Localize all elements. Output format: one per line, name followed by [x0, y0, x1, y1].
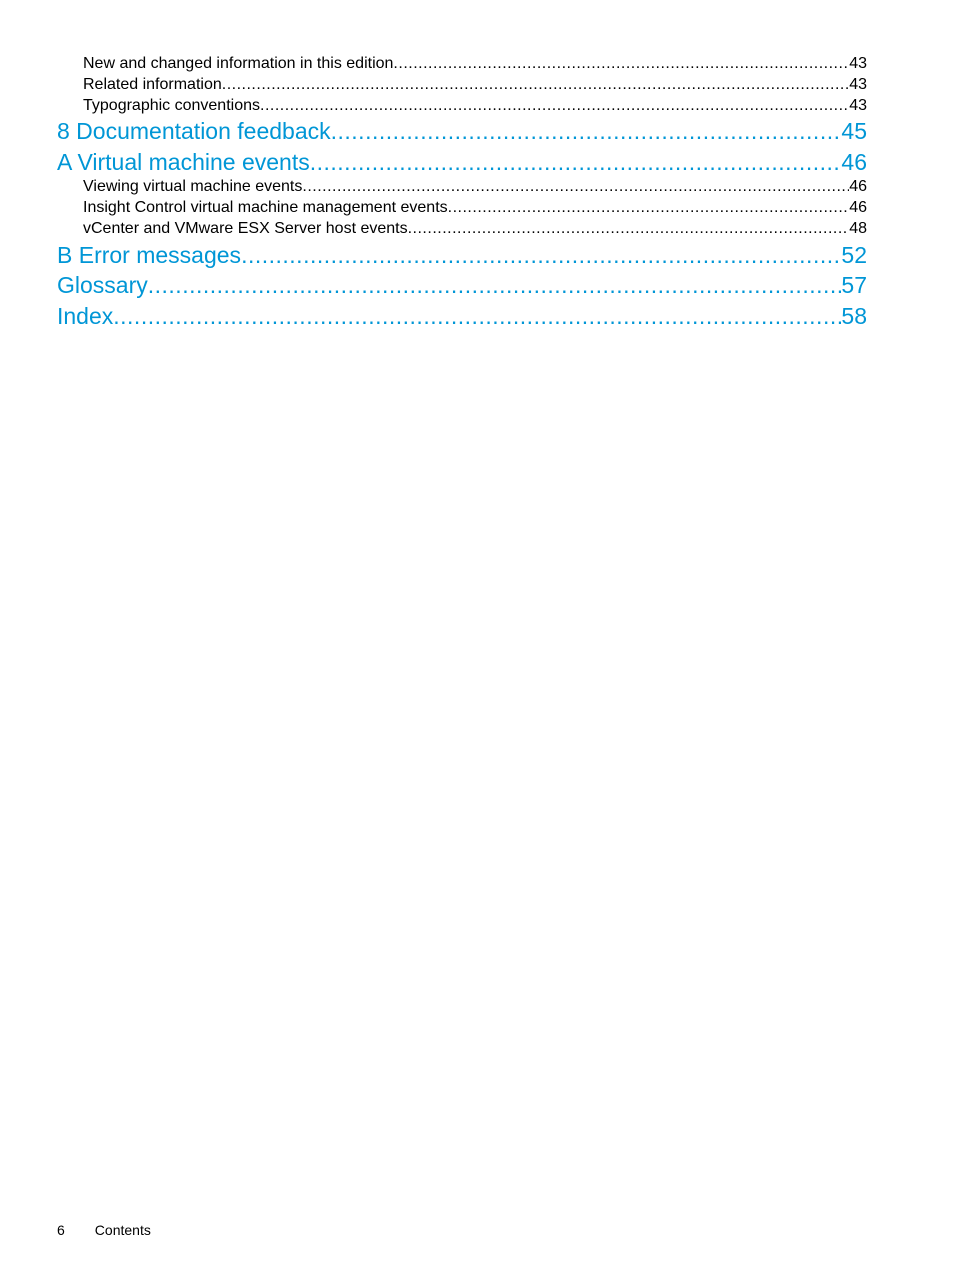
toc-entry-page: 48 — [849, 219, 867, 237]
toc-entry-page: 57 — [841, 272, 867, 299]
toc-dot-leader — [260, 96, 849, 117]
toc-dot-leader — [222, 75, 849, 96]
footer-page-number: 6 — [57, 1222, 65, 1238]
toc-entry-vcenter-esx-events[interactable] — [57, 219, 867, 240]
toc-dot-leader — [408, 219, 850, 240]
toc-entry-viewing-vm-events[interactable] — [57, 177, 867, 198]
toc-entry-page: 46 — [849, 199, 867, 217]
toc-entry-label: A Virtual machine events — [57, 148, 310, 175]
toc-entry-page: 45 — [841, 118, 867, 145]
toc-entry-page: 43 — [849, 75, 867, 93]
footer-section-title: Contents — [94, 1222, 151, 1238]
table-of-contents — [57, 54, 867, 331]
toc-entry-page: 46 — [849, 178, 867, 196]
toc-entry-label: Index — [57, 302, 114, 329]
toc-chapter-glossary[interactable] — [57, 270, 867, 301]
toc-entry-related-information[interactable] — [57, 75, 867, 96]
toc-dot-leader — [331, 116, 842, 147]
toc-dot-leader — [448, 198, 850, 219]
toc-chapter-index[interactable] — [57, 301, 867, 332]
toc-entry-page: 52 — [841, 241, 867, 268]
toc-chapter-virtual-machine-events[interactable] — [57, 147, 867, 178]
toc-entry-label: Viewing virtual machine events — [83, 178, 303, 196]
toc-entry-page: 43 — [849, 55, 867, 72]
toc-dot-leader — [241, 240, 841, 271]
toc-entry-label: Related information — [83, 75, 222, 93]
toc-entry-label: B Error messages — [57, 241, 242, 268]
toc-entry-label: Glossary — [57, 272, 148, 299]
toc-entry-page: 58 — [841, 302, 867, 329]
toc-entry-typographic-conventions[interactable] — [57, 96, 867, 117]
toc-entry-page: 43 — [849, 96, 867, 114]
toc-entry-new-and-changed[interactable] — [57, 54, 867, 75]
toc-entry-label: vCenter and VMware ESX Server host events — [83, 219, 408, 237]
toc-entry-label: New and changed information in this edition — [83, 55, 394, 72]
toc-entry-insight-control-events[interactable] — [57, 198, 867, 219]
toc-entry-label: 8 Documentation feedback — [57, 118, 331, 145]
toc-dot-leader — [302, 177, 849, 198]
toc-dot-leader — [393, 54, 849, 75]
toc-dot-leader — [113, 301, 841, 332]
page-footer — [57, 1222, 151, 1238]
toc-chapter-error-messages[interactable] — [57, 240, 867, 271]
toc-dot-leader — [310, 147, 842, 178]
toc-entry-label: Typographic conventions — [83, 96, 260, 114]
toc-entry-page: 46 — [841, 148, 867, 175]
toc-entry-label: Insight Control virtual machine management events — [83, 199, 448, 217]
toc-chapter-documentation-feedback[interactable] — [57, 116, 867, 147]
toc-dot-leader — [148, 270, 842, 301]
